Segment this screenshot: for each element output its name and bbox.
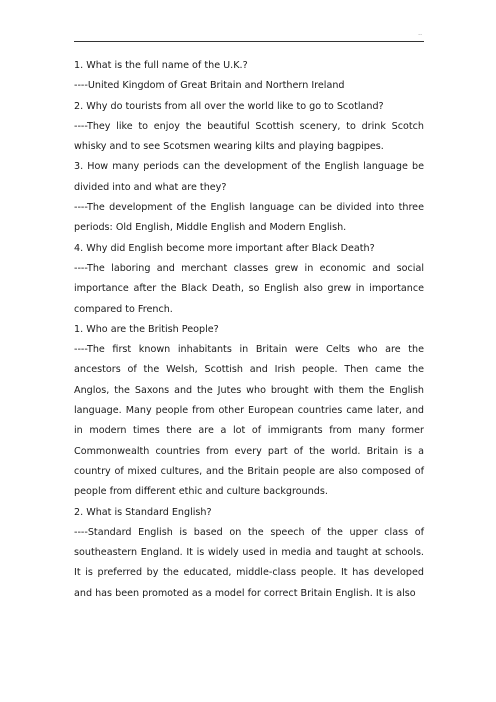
answer-4-black-death: ----The laboring and merchant classes grew in economic and social importance after the Black Death, so English also grew in importance compared to French.: [74, 262, 424, 315]
question-4-black-death: 4. Why did English become more important after Black Death?: [74, 242, 375, 254]
question-british-people: 1. Who are the British People?: [74, 323, 219, 335]
answer-standard-english: ----Standard English is based on the speech of the upper class of southeastern England. It is widely used in media and taught at schools. It is preferred by the educated, middle-class people. It has developed and has been promoted as a model for correct Britain English. It is also: [74, 526, 424, 599]
header-rule: [74, 41, 424, 42]
header-mark: ..: [418, 30, 422, 37]
answer-british-people: ----The first known inhabitants in Britain were Celts who are the ancestors of the Welsh, Scottish and Irish people. Then came the Anglos, the Saxons and the Jutes who brought with them the English language. Many people from other European countries came later, and in modern times there are a lot of immigrants from many former Commonwealth countries from every part of the world. Britain is a country of mixed cultures, and the Britain people are also composed of people from different ethic and culture backgrounds.: [74, 344, 424, 498]
answer-1-full-name: ----United Kingdom of Great Britain and Northern Ireland: [74, 80, 345, 92]
answer-2-scotland: ----They like to enjoy the beautiful Scottish scenery, to drink Scotch whisky and to see Scotsmen wearing kilts and playing bagpipes.: [74, 120, 424, 153]
question-standard-english: 2. What is Standard English?: [74, 506, 212, 518]
answer-3-periods: ----The development of the English language can be divided into three periods: Old English, Middle English and Modern English.: [74, 202, 424, 234]
question-1-full-name: 1. What is the full name of the U.K.?: [74, 60, 248, 71]
question-3-periods: 3. How many periods can the development of the English language be divided into and what are they?: [74, 161, 424, 193]
question-2-scotland: 2. Why do tourists from all over the world like to go to Scotland?: [74, 100, 384, 112]
document-body: [74, 56, 424, 604]
